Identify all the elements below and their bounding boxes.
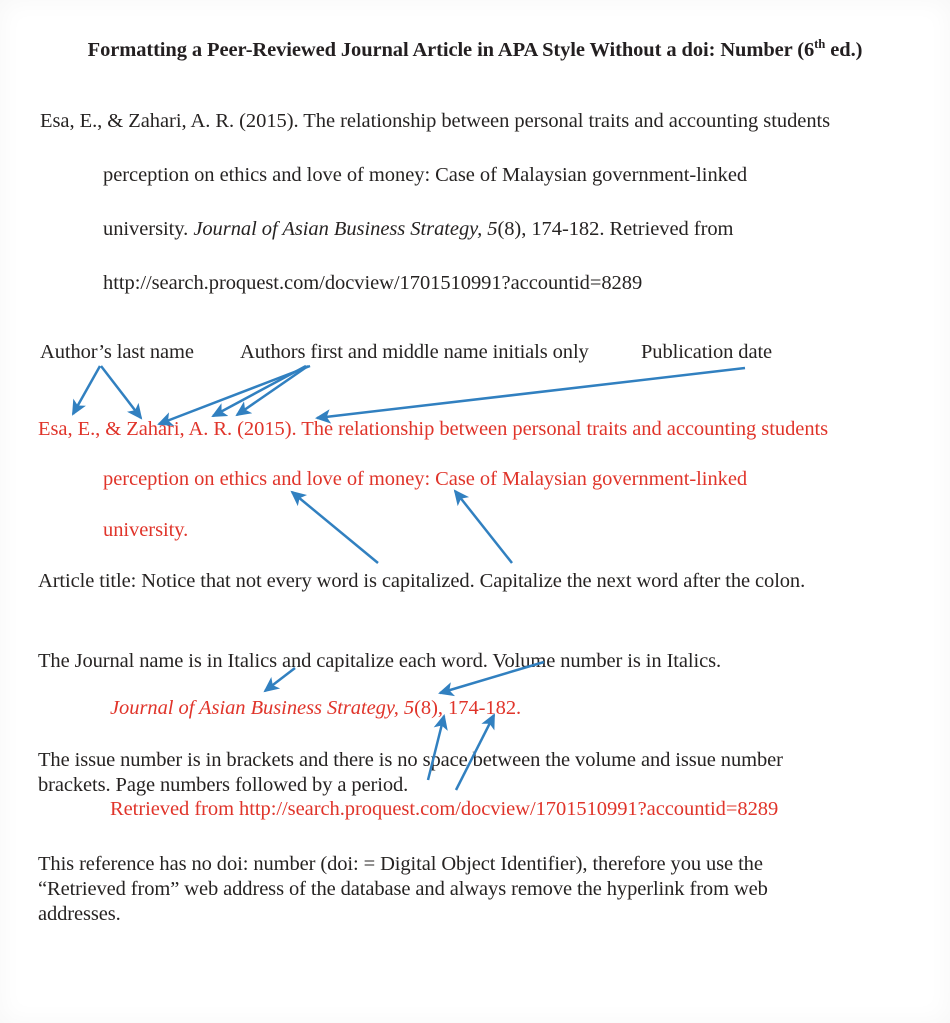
red-retrieved-from-line: Retrieved from http://search.proquest.com/docview/1701510991?accountid=8289 (110, 798, 779, 820)
page-title-superscript: th (814, 37, 826, 52)
reference-line-3-journal-italic: Journal of Asian Business Strategy, 5 (193, 218, 498, 240)
red-citation-line-3: university. (103, 519, 189, 541)
reference-line-2: perception on ethics and love of money: Case of Malaysian government-linked (103, 164, 748, 186)
note-doi-line-1: This reference has no doi: number (doi: = Digital Object Identifier), therefore you use the (38, 853, 763, 875)
note-doi-line-2: “Retrieved from” web address of the database and always remove the hyperlink from web (38, 878, 768, 900)
reference-line-1: Esa, E., & Zahari, A. R. (2015). The relationship between personal traits and accounting students (40, 110, 831, 132)
note-article-title: Article title: Notice that not every word is capitalized. Capitalize the next word after the colon. (38, 570, 806, 592)
red-citation-line-1: Esa, E., & Zahari, A. R. (2015). The relationship between personal traits and accounting students (38, 418, 829, 440)
page-title-suffix: ed.) (825, 39, 863, 61)
arrow-article-title-lowercase (292, 492, 378, 563)
annotation-publication-date: Publication date (641, 341, 773, 363)
note-issue-number-line-1: The issue number is in brackets and there is no space between the volume and issue number (38, 749, 783, 771)
reference-line-4-url: http://search.proquest.com/docview/1701510991?accountid=8289 (103, 272, 643, 294)
arrow-article-title-colon (455, 491, 512, 563)
reference-line-3 (103, 218, 733, 241)
red-journal-line (110, 697, 521, 720)
red-journal-rest: (8), 174-182. (414, 697, 522, 719)
page-title-prefix: Formatting a Peer-Reviewed Journal Article in APA Style Without a doi: Number (6 (87, 39, 815, 61)
reference-line-3-university: university. (103, 218, 194, 240)
annotation-author-initials: Authors first and middle name initials only (240, 341, 589, 363)
arrow-author-initials-left (159, 366, 310, 424)
note-doi-line-3: addresses. (38, 903, 121, 925)
arrow-publication-date (317, 368, 745, 418)
arrow-author-initials-middle (237, 366, 308, 415)
arrow-author-initials-right (213, 366, 306, 416)
note-journal-name: The Journal name is in Italics and capitalize each word. Volume number is in Italics. (38, 650, 721, 672)
red-journal-italic: Journal of Asian Business Strategy, 5 (110, 697, 415, 719)
annotation-author-last-name: Author’s last name (40, 341, 194, 363)
page-title (0, 39, 950, 62)
note-issue-number-line-2: brackets. Page numbers followed by a period. (38, 774, 409, 796)
arrow-author-last-name-left (73, 366, 100, 414)
reference-line-3-tail: (8), 174-182. Retrieved from (497, 218, 734, 240)
arrow-author-last-name-right (101, 366, 141, 418)
red-citation-line-2: perception on ethics and love of money: Case of Malaysian government-linked (103, 468, 748, 490)
